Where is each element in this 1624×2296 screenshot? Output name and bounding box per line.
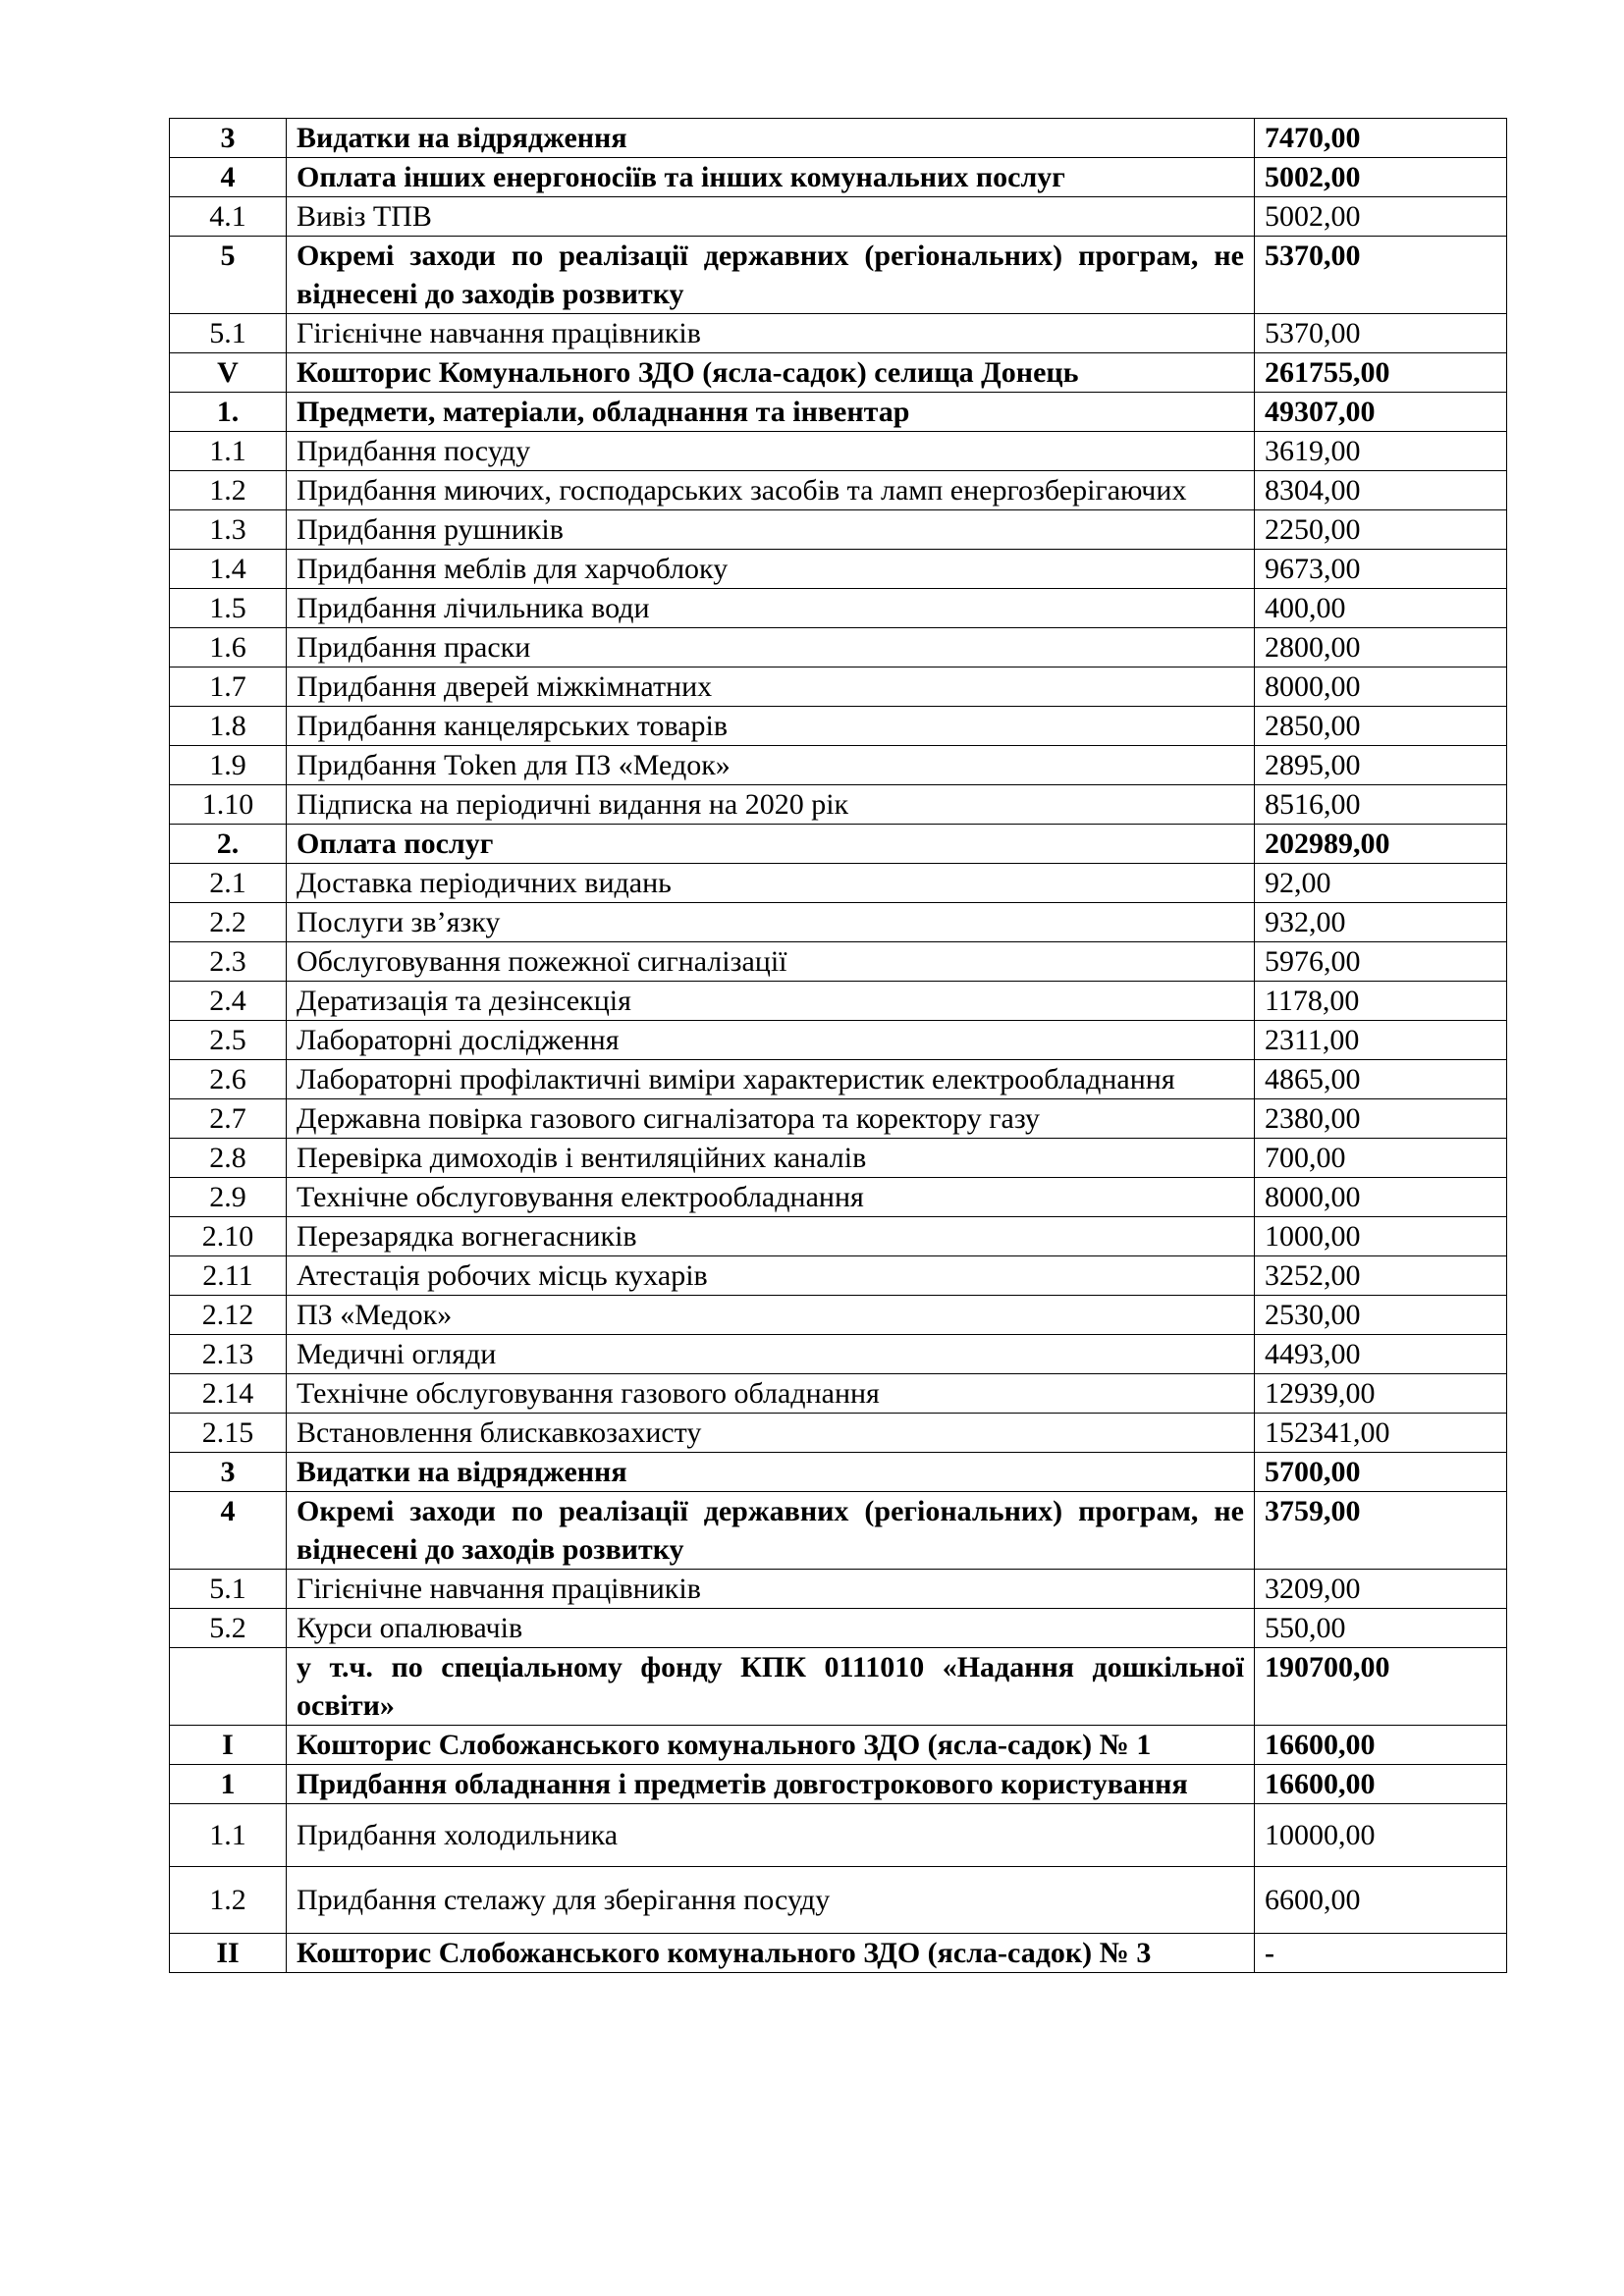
row-amount: 3252,00 [1255, 1256, 1507, 1296]
row-description: Кошторис Комунального ЗДО (ясла-садок) селища Донець [287, 353, 1255, 393]
row-amount: 3209,00 [1255, 1570, 1507, 1609]
row-number: 1.6 [170, 628, 287, 667]
row-description: Видатки на відрядження [287, 119, 1255, 158]
table-row [170, 393, 1507, 432]
row-amount: 5002,00 [1255, 158, 1507, 197]
row-description: Обслуговування пожежної сигналізації [287, 942, 1255, 982]
table-row [170, 1256, 1507, 1296]
table-row [170, 1335, 1507, 1374]
row-description: Придбання стелажу для зберігання посуду [287, 1867, 1255, 1934]
table-row [170, 589, 1507, 628]
table-row [170, 667, 1507, 707]
row-amount: 152341,00 [1255, 1414, 1507, 1453]
row-amount: 8000,00 [1255, 1178, 1507, 1217]
row-number: 2.3 [170, 942, 287, 982]
row-description: Підписка на періодичні видання на 2020 рік [287, 785, 1255, 825]
table-row [170, 1139, 1507, 1178]
row-number: 4 [170, 158, 287, 197]
row-amount: 8516,00 [1255, 785, 1507, 825]
table-row [170, 1648, 1507, 1726]
row-description: Придбання праски [287, 628, 1255, 667]
row-description: Окремі заходи по реалізації державних (регіональних) програм, не віднесені до заходів розвитку [287, 1492, 1255, 1570]
row-description: Предмети, матеріали, обладнання та інвентар [287, 393, 1255, 432]
row-number: 2.1 [170, 864, 287, 903]
table-row [170, 1867, 1507, 1934]
table-row [170, 1934, 1507, 1973]
row-number: 1.5 [170, 589, 287, 628]
row-number: 5.2 [170, 1609, 287, 1648]
row-number: 3 [170, 1453, 287, 1492]
row-amount: 4493,00 [1255, 1335, 1507, 1374]
table-row [170, 158, 1507, 197]
table-row [170, 942, 1507, 982]
table-row [170, 1021, 1507, 1060]
row-amount: 550,00 [1255, 1609, 1507, 1648]
table-row [170, 1453, 1507, 1492]
row-number: 2.2 [170, 903, 287, 942]
row-amount: 49307,00 [1255, 393, 1507, 432]
table-row [170, 1765, 1507, 1804]
table-row [170, 1099, 1507, 1139]
row-amount: 2380,00 [1255, 1099, 1507, 1139]
table-row [170, 982, 1507, 1021]
row-amount: 6600,00 [1255, 1867, 1507, 1934]
table-row [170, 197, 1507, 237]
row-amount: 16600,00 [1255, 1765, 1507, 1804]
row-number: 1. [170, 393, 287, 432]
table-row [170, 785, 1507, 825]
table-row [170, 314, 1507, 353]
table-row [170, 864, 1507, 903]
row-number [170, 1648, 287, 1726]
row-amount: 932,00 [1255, 903, 1507, 942]
row-amount: 2530,00 [1255, 1296, 1507, 1335]
row-description: Атестація робочих місць кухарів [287, 1256, 1255, 1296]
row-amount: 3759,00 [1255, 1492, 1507, 1570]
row-description: Державна повірка газового сигналізатора та коректору газу [287, 1099, 1255, 1139]
row-amount: 2800,00 [1255, 628, 1507, 667]
row-description: Придбання лічильника води [287, 589, 1255, 628]
row-amount: 5976,00 [1255, 942, 1507, 982]
row-number: 2.13 [170, 1335, 287, 1374]
row-number: I [170, 1726, 287, 1765]
budget-table [169, 118, 1507, 1973]
table-row [170, 1296, 1507, 1335]
row-description: Придбання обладнання і предметів довгострокового користування [287, 1765, 1255, 1804]
table-row [170, 825, 1507, 864]
row-description: Придбання миючих, господарських засобів та ламп енергозберігаючих [287, 471, 1255, 510]
row-amount: 4865,00 [1255, 1060, 1507, 1099]
row-description: Технічне обслуговування газового обладнання [287, 1374, 1255, 1414]
row-description: Послуги зв’язку [287, 903, 1255, 942]
table-row [170, 707, 1507, 746]
row-description: Придбання меблів для харчоблоку [287, 550, 1255, 589]
row-amount: 7470,00 [1255, 119, 1507, 158]
row-number: 2.15 [170, 1414, 287, 1453]
row-description: Дератизація та дезінсекція [287, 982, 1255, 1021]
row-amount: 2850,00 [1255, 707, 1507, 746]
row-number: 2.8 [170, 1139, 287, 1178]
row-amount: 700,00 [1255, 1139, 1507, 1178]
row-amount: 1178,00 [1255, 982, 1507, 1021]
row-number: 4 [170, 1492, 287, 1570]
row-description: Видатки на відрядження [287, 1453, 1255, 1492]
table-row [170, 746, 1507, 785]
table-row [170, 432, 1507, 471]
row-number: 2.11 [170, 1256, 287, 1296]
row-description: Кошторис Слобожанського комунального ЗДО (ясла-садок) № 1 [287, 1726, 1255, 1765]
row-description: Гігієнічне навчання працівників [287, 314, 1255, 353]
table-row [170, 510, 1507, 550]
row-number: 2.14 [170, 1374, 287, 1414]
row-amount: 2250,00 [1255, 510, 1507, 550]
table-row [170, 1804, 1507, 1867]
row-number: 1.9 [170, 746, 287, 785]
row-description: Перевірка димоходів і вентиляційних каналів [287, 1139, 1255, 1178]
row-description: Лабораторні профілактичні виміри характеристик електрообладнання [287, 1060, 1255, 1099]
row-amount: 5002,00 [1255, 197, 1507, 237]
row-description: у т.ч. по спеціальному фонду КПК 0111010 «Надання дошкільної освіти» [287, 1648, 1255, 1726]
row-amount: 92,00 [1255, 864, 1507, 903]
row-number: 3 [170, 119, 287, 158]
row-description: Встановлення блискавкозахисту [287, 1414, 1255, 1453]
row-number: 1.1 [170, 1804, 287, 1867]
row-amount: 9673,00 [1255, 550, 1507, 589]
row-amount: 8304,00 [1255, 471, 1507, 510]
row-amount: 5370,00 [1255, 314, 1507, 353]
row-number: 5.1 [170, 1570, 287, 1609]
table-row [170, 471, 1507, 510]
row-number: 1.1 [170, 432, 287, 471]
table-row [170, 550, 1507, 589]
table-row [170, 1217, 1507, 1256]
table-row [170, 1492, 1507, 1570]
row-number: 1.8 [170, 707, 287, 746]
row-description: Лабораторні дослідження [287, 1021, 1255, 1060]
row-description: Кошторис Слобожанського комунального ЗДО (ясла-садок) № 3 [287, 1934, 1255, 1973]
row-amount: 5700,00 [1255, 1453, 1507, 1492]
row-description: Придбання канцелярських товарів [287, 707, 1255, 746]
table-row [170, 353, 1507, 393]
table-row [170, 628, 1507, 667]
row-amount: 12939,00 [1255, 1374, 1507, 1414]
row-description: Оплата послуг [287, 825, 1255, 864]
budget-table-body [170, 119, 1507, 1973]
table-row [170, 237, 1507, 314]
row-number: 1.3 [170, 510, 287, 550]
row-amount: 400,00 [1255, 589, 1507, 628]
row-amount: 2895,00 [1255, 746, 1507, 785]
row-amount: 5370,00 [1255, 237, 1507, 314]
row-number: 2.7 [170, 1099, 287, 1139]
row-description: Перезарядка вогнегасників [287, 1217, 1255, 1256]
row-number: 2.12 [170, 1296, 287, 1335]
row-amount: 1000,00 [1255, 1217, 1507, 1256]
row-number: 2.5 [170, 1021, 287, 1060]
row-number: 1.2 [170, 471, 287, 510]
row-description: Оплата інших енергоносіїв та інших комунальних послуг [287, 158, 1255, 197]
row-description: Придбання рушників [287, 510, 1255, 550]
row-number: 2.10 [170, 1217, 287, 1256]
row-number: 2.9 [170, 1178, 287, 1217]
row-description: Медичні огляди [287, 1335, 1255, 1374]
row-number: V [170, 353, 287, 393]
row-amount: 2311,00 [1255, 1021, 1507, 1060]
row-description: Придбання дверей міжкімнатних [287, 667, 1255, 707]
row-description: Курси опалювачів [287, 1609, 1255, 1648]
table-row [170, 1178, 1507, 1217]
row-amount: - [1255, 1934, 1507, 1973]
row-description: Придбання посуду [287, 432, 1255, 471]
row-amount: 261755,00 [1255, 353, 1507, 393]
row-number: 5 [170, 237, 287, 314]
row-number: 2. [170, 825, 287, 864]
row-description: Технічне обслуговування електрообладнання [287, 1178, 1255, 1217]
row-description: Вивіз ТПВ [287, 197, 1255, 237]
table-row [170, 1414, 1507, 1453]
row-number: 2.6 [170, 1060, 287, 1099]
row-number: 1 [170, 1765, 287, 1804]
row-amount: 16600,00 [1255, 1726, 1507, 1765]
row-description: ПЗ «Медок» [287, 1296, 1255, 1335]
row-amount: 3619,00 [1255, 432, 1507, 471]
table-row [170, 119, 1507, 158]
row-number: II [170, 1934, 287, 1973]
table-row [170, 1374, 1507, 1414]
row-amount: 190700,00 [1255, 1648, 1507, 1726]
row-description: Придбання холодильника [287, 1804, 1255, 1867]
table-row [170, 1726, 1507, 1765]
row-number: 1.4 [170, 550, 287, 589]
table-row [170, 1570, 1507, 1609]
row-amount: 202989,00 [1255, 825, 1507, 864]
row-number: 2.4 [170, 982, 287, 1021]
row-number: 1.2 [170, 1867, 287, 1934]
table-row [170, 1060, 1507, 1099]
row-number: 4.1 [170, 197, 287, 237]
row-description: Гігієнічне навчання працівників [287, 1570, 1255, 1609]
table-row [170, 903, 1507, 942]
row-amount: 10000,00 [1255, 1804, 1507, 1867]
row-number: 1.10 [170, 785, 287, 825]
row-amount: 8000,00 [1255, 667, 1507, 707]
table-row [170, 1609, 1507, 1648]
row-description: Окремі заходи по реалізації державних (регіональних) програм, не віднесені до заходів розвитку [287, 237, 1255, 314]
row-description: Придбання Token для ПЗ «Медок» [287, 746, 1255, 785]
row-number: 5.1 [170, 314, 287, 353]
row-number: 1.7 [170, 667, 287, 707]
row-description: Доставка періодичних видань [287, 864, 1255, 903]
